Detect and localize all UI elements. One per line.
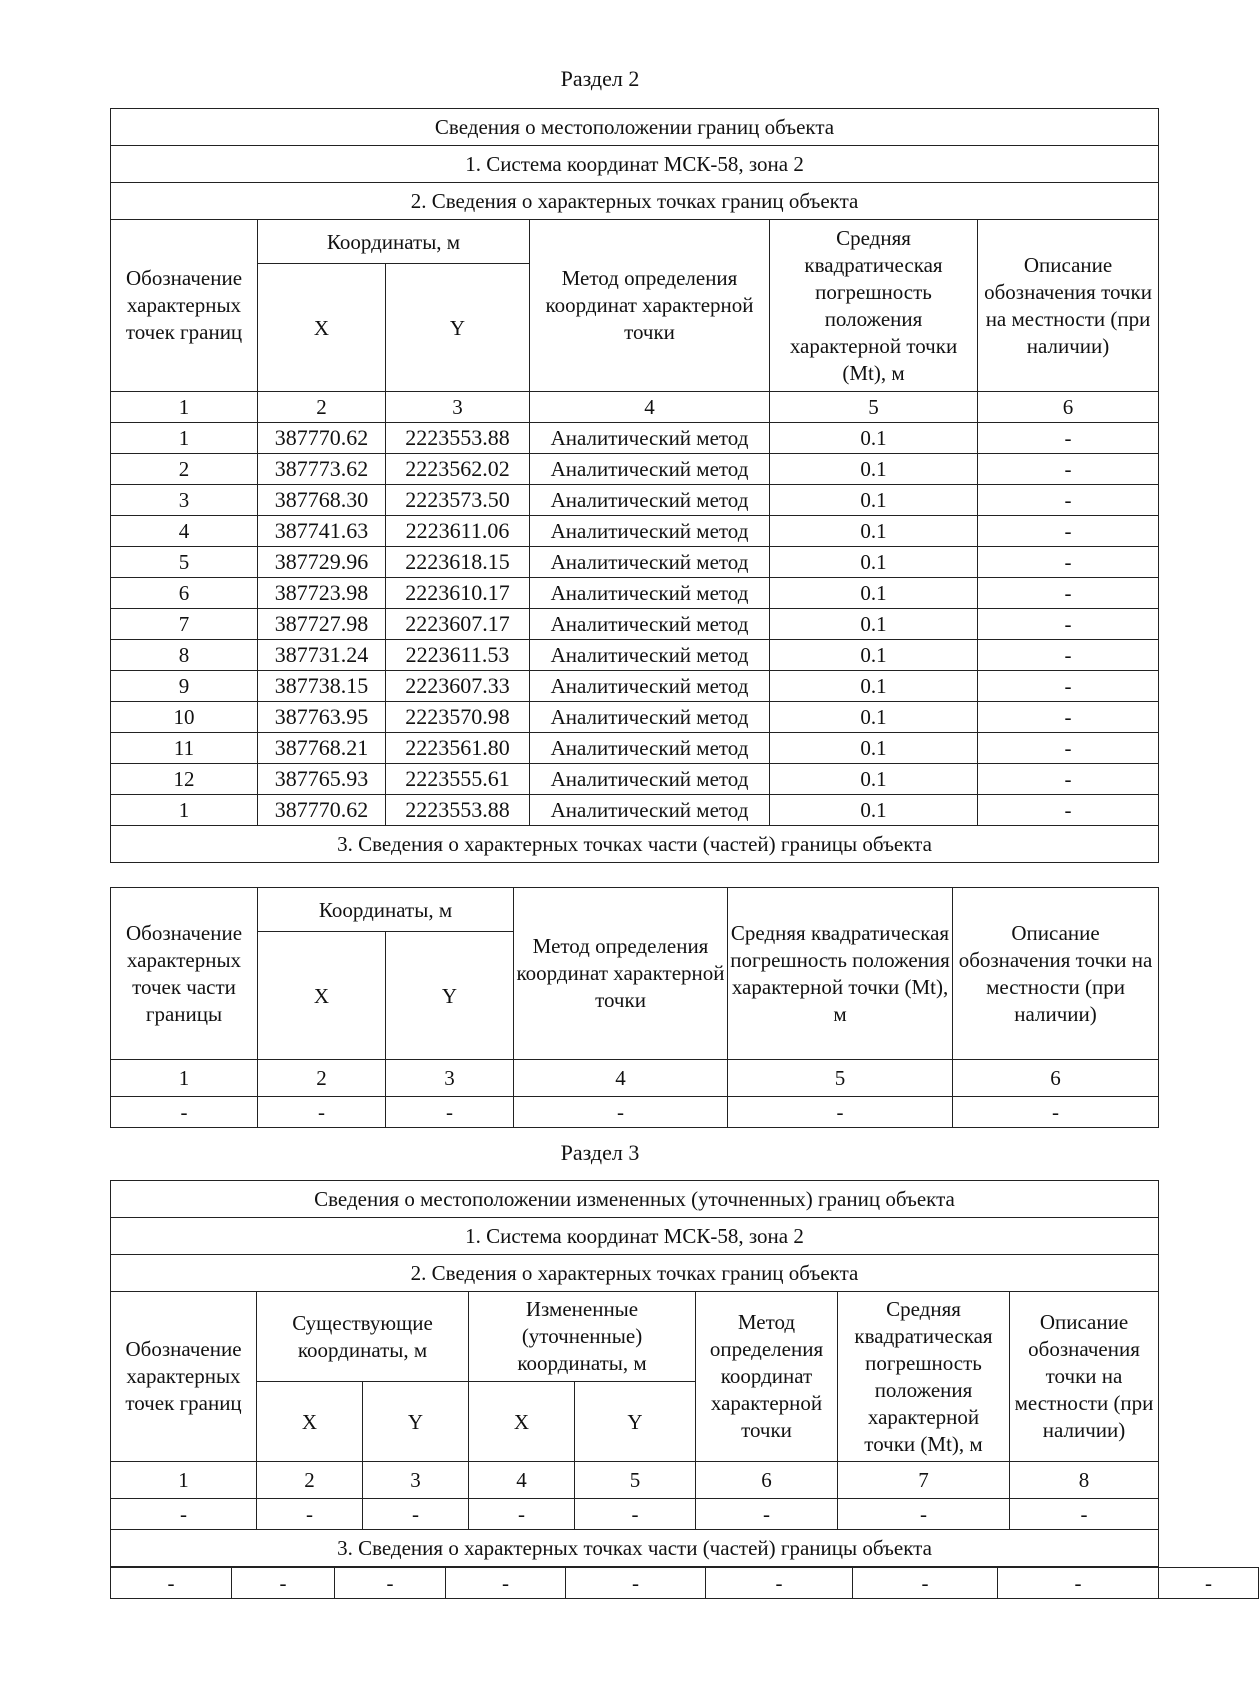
empty-cell: - — [257, 1499, 363, 1530]
point-id: 6 — [111, 578, 258, 609]
coord-x: 387773.62 — [258, 454, 386, 485]
coord-y: 2223607.17 — [386, 609, 530, 640]
coord-y: 2223562.02 — [386, 454, 530, 485]
empty-cell: - — [853, 1568, 998, 1599]
table-row — [111, 764, 1159, 795]
col-number: 8 — [1010, 1462, 1159, 1499]
col-number: 5 — [770, 392, 978, 423]
coord-y: 2223573.50 — [386, 485, 530, 516]
header-changed-coords: Измененные (уточненные) координаты, м — [469, 1292, 696, 1382]
coord-y: 2223610.17 — [386, 578, 530, 609]
empty-cell: - — [469, 1499, 575, 1530]
description: - — [978, 547, 1159, 578]
error: 0.1 — [770, 516, 978, 547]
coord-y: 2223607.33 — [386, 671, 530, 702]
col-number: 1 — [111, 392, 258, 423]
point-id: 2 — [111, 454, 258, 485]
point-id: 1 — [111, 795, 258, 826]
empty-cell: - — [386, 1097, 514, 1128]
method: Аналитический метод — [530, 423, 770, 454]
description: - — [978, 609, 1159, 640]
error: 0.1 — [770, 795, 978, 826]
empty-cell: - — [232, 1568, 335, 1599]
col-number: 3 — [386, 392, 530, 423]
coord-x: 387729.96 — [258, 547, 386, 578]
error: 0.1 — [770, 485, 978, 516]
coord-y: 2223553.88 — [386, 423, 530, 454]
empty-cell: - — [514, 1097, 728, 1128]
point-id: 12 — [111, 764, 258, 795]
empty-cell: - — [998, 1568, 1159, 1599]
error: 0.1 — [770, 547, 978, 578]
error: 0.1 — [770, 454, 978, 485]
header-x-existing: X — [257, 1382, 363, 1462]
coord-y: 2223611.06 — [386, 516, 530, 547]
empty-cell: - — [728, 1097, 953, 1128]
empty-cell: - — [953, 1097, 1159, 1128]
section-3-title: Раздел 3 — [560, 1140, 640, 1165]
coord-x: 387770.62 — [258, 423, 386, 454]
method: Аналитический метод — [530, 516, 770, 547]
col-number: 6 — [978, 392, 1159, 423]
section-2-boundary-table — [110, 108, 1159, 863]
method: Аналитический метод — [530, 764, 770, 795]
error: 0.1 — [770, 764, 978, 795]
point-id: 7 — [111, 609, 258, 640]
section-2-caption: Сведения о местоположении границ объекта — [111, 109, 1159, 146]
section-3-caption: Сведения о местоположении измененных (уточненных) границ объекта — [111, 1181, 1159, 1218]
description: - — [978, 702, 1159, 733]
col-number: 1 — [111, 1060, 258, 1097]
table-row — [111, 640, 1159, 671]
parts-header-x: X — [258, 932, 386, 1060]
description: - — [978, 485, 1159, 516]
coord-x: 387763.95 — [258, 702, 386, 733]
parts-header-error: Средняя квадратическая погрешность положения характерной точки (Mt), м — [728, 888, 953, 1060]
table-row — [111, 1499, 1159, 1530]
point-id: 10 — [111, 702, 258, 733]
method: Аналитический метод — [530, 702, 770, 733]
table-row — [111, 516, 1159, 547]
header-error: Средняя квадратическая погрешность положения характерной точки (Mt), м — [770, 220, 978, 392]
empty-cell: - — [575, 1499, 696, 1530]
coord-x: 387727.98 — [258, 609, 386, 640]
col-number: 3 — [363, 1462, 469, 1499]
table-row — [111, 1568, 1259, 1599]
table-row — [111, 547, 1159, 578]
col-number: 6 — [696, 1462, 838, 1499]
error: 0.1 — [770, 733, 978, 764]
method: Аналитический метод — [530, 578, 770, 609]
table-row — [111, 733, 1159, 764]
col-number: 3 — [386, 1060, 514, 1097]
empty-cell: - — [838, 1499, 1010, 1530]
col-number: 4 — [530, 392, 770, 423]
points-section-title: 2. Сведения о характерных точках границ объекта — [111, 1255, 1159, 1292]
col-number: 2 — [257, 1462, 363, 1499]
header-method: Метод определения координат характерной точки — [530, 220, 770, 392]
empty-cell: - — [1159, 1568, 1259, 1599]
parts-header-y: Y — [386, 932, 514, 1060]
method: Аналитический метод — [530, 671, 770, 702]
section-2-title: Раздел 2 — [560, 66, 640, 91]
empty-cell: - — [363, 1499, 469, 1530]
header-desc: Описание обозначения точки на местности (при наличии) — [1010, 1292, 1159, 1462]
table-row — [111, 609, 1159, 640]
description: - — [978, 640, 1159, 671]
description: - — [978, 516, 1159, 547]
empty-cell: - — [446, 1568, 566, 1599]
col-number: 5 — [728, 1060, 953, 1097]
col-number: 2 — [258, 1060, 386, 1097]
coord-x: 387741.63 — [258, 516, 386, 547]
header-method: Метод определения координат характерной точки — [696, 1292, 838, 1462]
method: Аналитический метод — [530, 795, 770, 826]
point-id: 8 — [111, 640, 258, 671]
header-coords: Координаты, м — [258, 220, 530, 264]
col-number: 4 — [469, 1462, 575, 1499]
parts-header-point: Обозначение характерных точек части границы — [111, 888, 258, 1060]
header-error: Средняя квадратическая погрешность положения характерной точки (Mt), м — [838, 1292, 1010, 1462]
coord-y: 2223611.53 — [386, 640, 530, 671]
parts-header-desc: Описание обозначения точки на местности (при наличии) — [953, 888, 1159, 1060]
header-y-existing: Y — [363, 1382, 469, 1462]
coord-y: 2223570.98 — [386, 702, 530, 733]
col-number: 6 — [953, 1060, 1159, 1097]
coord-x: 387770.62 — [258, 795, 386, 826]
section-2-parts-table — [110, 887, 1159, 1128]
coord-x: 387768.30 — [258, 485, 386, 516]
error: 0.1 — [770, 578, 978, 609]
coord-y: 2223561.80 — [386, 733, 530, 764]
description: - — [978, 671, 1159, 702]
empty-cell: - — [706, 1568, 853, 1599]
point-id: 4 — [111, 516, 258, 547]
header-y-changed: Y — [575, 1382, 696, 1462]
empty-cell: - — [111, 1097, 258, 1128]
description: - — [978, 423, 1159, 454]
error: 0.1 — [770, 640, 978, 671]
description: - — [978, 454, 1159, 485]
table-row — [111, 423, 1159, 454]
empty-cell: - — [335, 1568, 446, 1599]
coord-system-label: 1. Система координат МСК-58, зона 2 — [111, 1218, 1159, 1255]
description: - — [978, 795, 1159, 826]
parts-header-coords: Координаты, м — [258, 888, 514, 932]
point-id: 1 — [111, 423, 258, 454]
col-number: 1 — [111, 1462, 257, 1499]
empty-cell: - — [566, 1568, 706, 1599]
table-row — [111, 578, 1159, 609]
error: 0.1 — [770, 702, 978, 733]
parts-header-method: Метод определения координат характерной точки — [514, 888, 728, 1060]
col-number: 4 — [514, 1060, 728, 1097]
coord-x: 387723.98 — [258, 578, 386, 609]
coord-system-label: 1. Система координат МСК-58, зона 2 — [111, 146, 1159, 183]
coord-y: 2223553.88 — [386, 795, 530, 826]
table-row — [111, 454, 1159, 485]
description: - — [978, 733, 1159, 764]
table-row — [111, 485, 1159, 516]
header-desc: Описание обозначения точки на местности (при наличии) — [978, 220, 1159, 392]
empty-cell: - — [696, 1499, 838, 1530]
section-3-changed-boundary-table — [110, 1180, 1159, 1567]
coord-x: 387765.93 — [258, 764, 386, 795]
col-number: 7 — [838, 1462, 1010, 1499]
table-row — [111, 671, 1159, 702]
table-row — [111, 702, 1159, 733]
method: Аналитический метод — [530, 609, 770, 640]
table-row — [111, 795, 1159, 826]
coord-x: 387768.21 — [258, 733, 386, 764]
point-id: 9 — [111, 671, 258, 702]
error: 0.1 — [770, 609, 978, 640]
method: Аналитический метод — [530, 547, 770, 578]
empty-cell: - — [1010, 1499, 1159, 1530]
parts-section-title: 3. Сведения о характерных точках части (частей) границы объекта — [111, 1530, 1159, 1567]
point-id: 5 — [111, 547, 258, 578]
description: - — [978, 578, 1159, 609]
col-number: 5 — [575, 1462, 696, 1499]
header-point: Обозначение характерных точек границ — [111, 1292, 257, 1462]
col-number: 2 — [258, 392, 386, 423]
parts-section-title: 3. Сведения о характерных точках части (частей) границы объекта — [111, 826, 1159, 863]
point-id: 11 — [111, 733, 258, 764]
table-row — [111, 1097, 1159, 1128]
method: Аналитический метод — [530, 640, 770, 671]
coord-y: 2223618.15 — [386, 547, 530, 578]
error: 0.1 — [770, 671, 978, 702]
method: Аналитический метод — [530, 454, 770, 485]
error: 0.1 — [770, 423, 978, 454]
point-id: 3 — [111, 485, 258, 516]
coord-x: 387731.24 — [258, 640, 386, 671]
empty-cell: - — [111, 1568, 232, 1599]
header-x: X — [258, 264, 386, 392]
section-3-parts-table — [110, 1567, 1259, 1599]
method: Аналитический метод — [530, 733, 770, 764]
method: Аналитический метод — [530, 485, 770, 516]
coord-x: 387738.15 — [258, 671, 386, 702]
description: - — [978, 764, 1159, 795]
header-y: Y — [386, 264, 530, 392]
empty-cell: - — [258, 1097, 386, 1128]
coord-y: 2223555.61 — [386, 764, 530, 795]
header-x-changed: X — [469, 1382, 575, 1462]
empty-cell: - — [111, 1499, 257, 1530]
points-section-title: 2. Сведения о характерных точках границ объекта — [111, 183, 1159, 220]
header-existing-coords: Существующие координаты, м — [257, 1292, 469, 1382]
header-point: Обозначение характерных точек границ — [111, 220, 258, 392]
